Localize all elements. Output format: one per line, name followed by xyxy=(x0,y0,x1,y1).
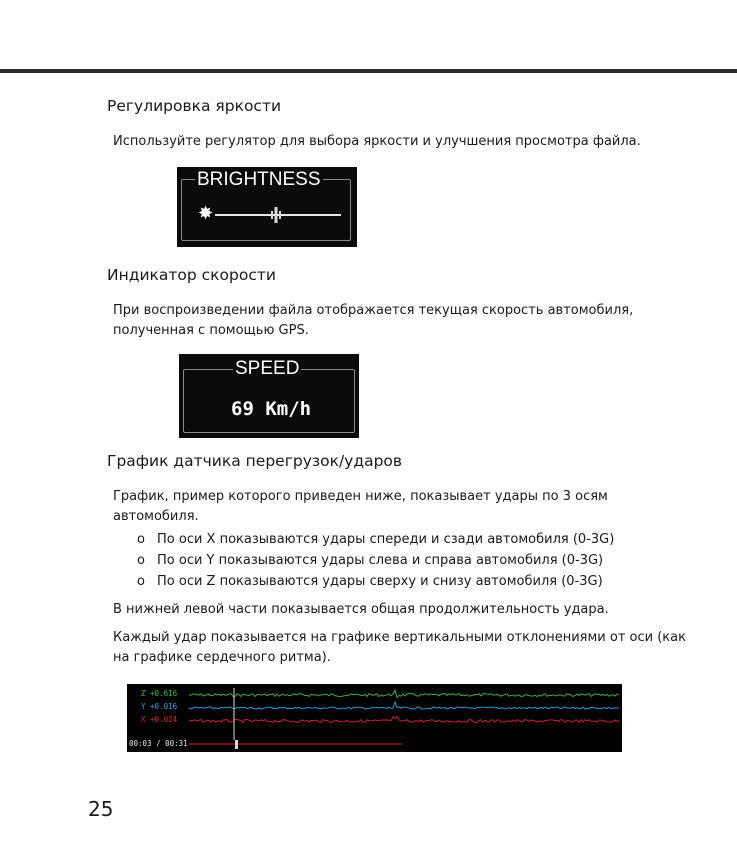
heading-speed: Индикатор скорости xyxy=(107,266,276,284)
heading-gsensor: График датчика перегрузок/ударов xyxy=(107,452,403,470)
graph-z-label: Z +0.616 xyxy=(141,689,178,698)
graph-timeline-thumb[interactable] xyxy=(235,740,238,749)
graph-z-trace xyxy=(189,690,619,698)
brightness-slider-thumb[interactable] xyxy=(270,207,282,223)
list-item xyxy=(137,553,603,568)
bullet-marker: o xyxy=(137,532,145,547)
graph-time: 00:03 / 00:31 xyxy=(129,739,188,748)
bullet-marker: o xyxy=(137,553,145,568)
graph-y-trace xyxy=(189,702,619,709)
speed-value: 69 Km/h xyxy=(231,398,312,420)
speed-widget xyxy=(179,354,359,438)
brightness-title: BRIGHTNESS xyxy=(197,169,321,190)
list-item xyxy=(137,532,614,547)
speed-title: SPEED xyxy=(235,358,300,379)
bullet-text-y: По оси Y показываются удары слева и справа автомобиля (0-3G) xyxy=(157,553,604,568)
speed-description: При воспроизведении файла отображается текущая скорость автомобиля, полученная с помощью GPS. xyxy=(113,303,634,338)
brightness-widget[interactable] xyxy=(177,167,357,247)
gsensor-note-heartbeat: Каждый удар показывается на графике вертикальными отклонениями от оси (как на графике сердечного ритма). xyxy=(113,630,686,665)
gsensor-note-duration: В нижней левой части показывается общая продолжительность удара. xyxy=(113,602,609,617)
heading-brightness: Регулировка яркости xyxy=(107,97,282,115)
gsensor-intro: График, пример которого приведен ниже, показывает удары по 3 осям автомобиля. xyxy=(113,489,608,524)
page-number: 25 xyxy=(88,797,114,821)
brightness-description: Используйте регулятор для выбора яркости и улучшения просмотра файла. xyxy=(113,134,641,149)
graph-plot xyxy=(127,684,622,752)
top-rule xyxy=(0,69,737,73)
list-item xyxy=(137,574,603,589)
gsensor-graph xyxy=(127,684,622,752)
sun-icon: ✸ xyxy=(198,203,214,224)
bullet-text-z: По оси Z показываются удары сверху и снизу автомобиля (0-3G) xyxy=(157,574,603,589)
graph-x-trace xyxy=(189,716,619,722)
bullet-text-x: По оси X показываются удары спереди и сзади автомобиля (0-3G) xyxy=(157,532,615,547)
graph-x-label: X +0.024 xyxy=(141,715,178,724)
graph-y-label: Y +0.016 xyxy=(141,702,178,711)
bullet-marker: o xyxy=(137,574,145,589)
